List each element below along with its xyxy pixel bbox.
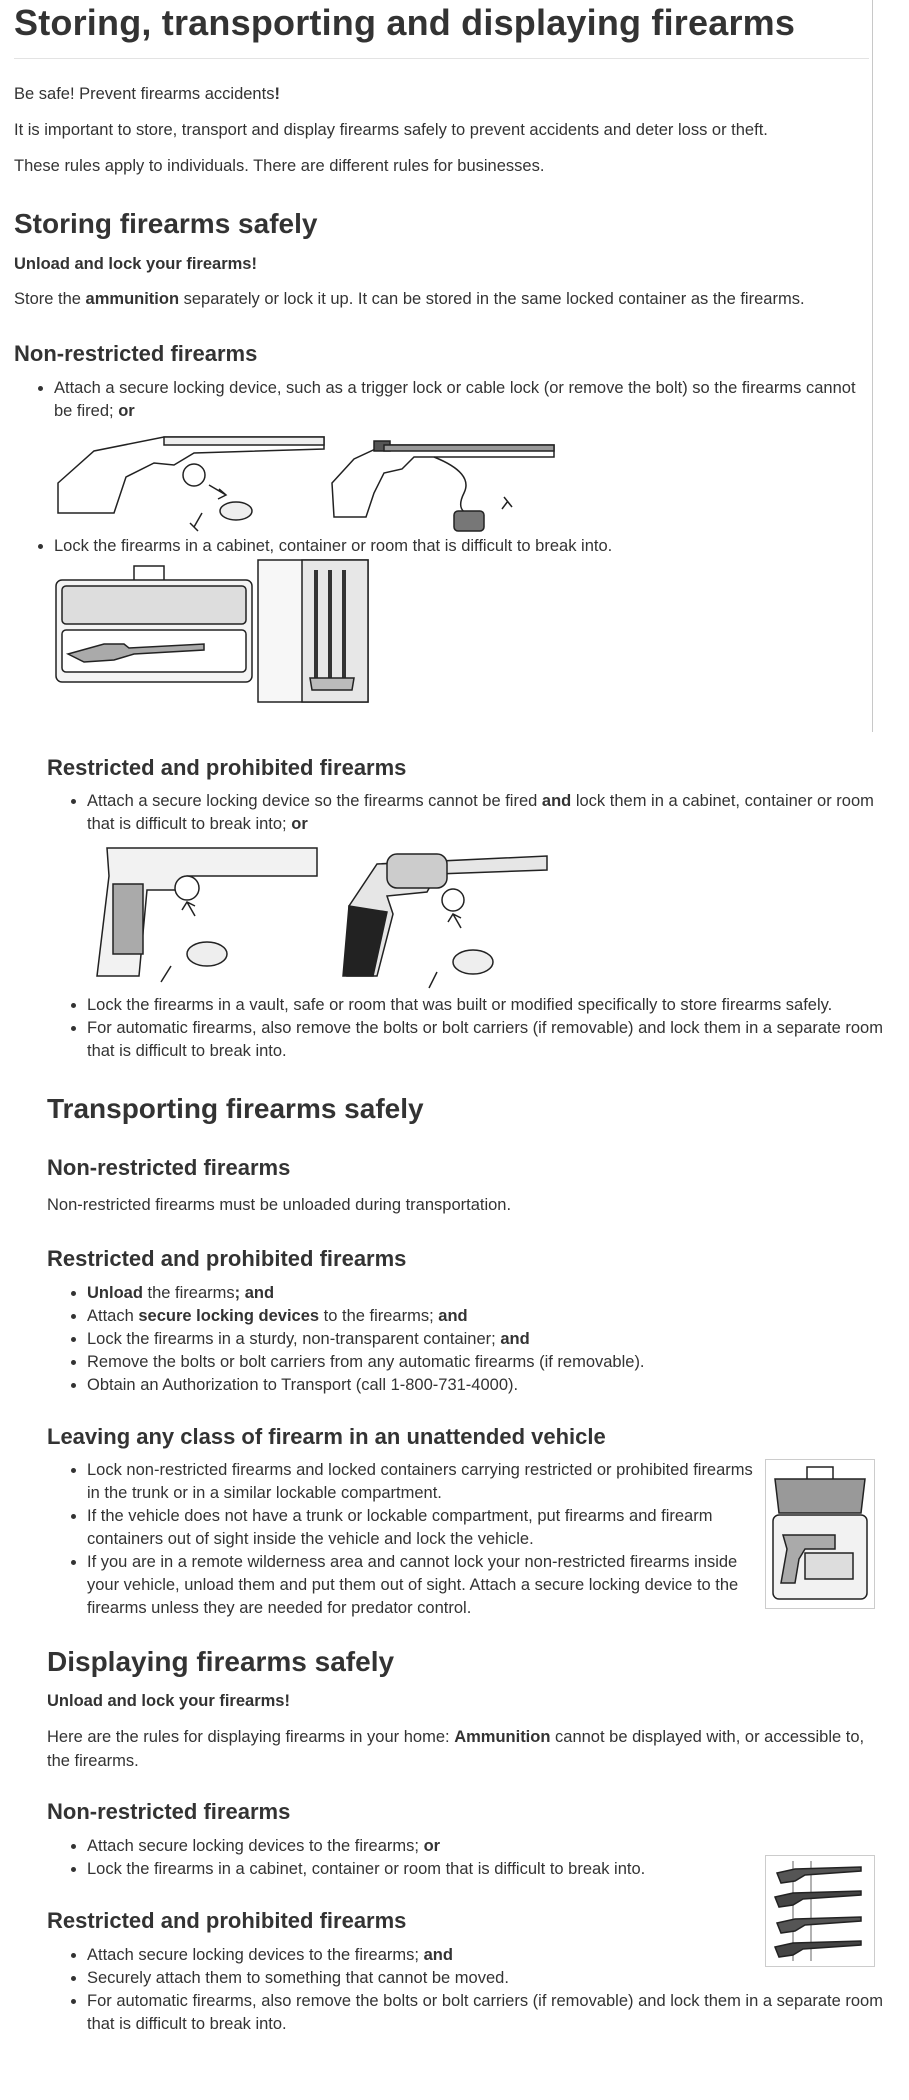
storing-ammo: Store the ammunition separately or lock it up. It can be stored in the same locked container as the firearms.: [14, 290, 805, 308]
storing-nonrestricted-list: [14, 377, 869, 706]
displaying-rules: Here are the rules for displaying firearms in your home: Ammunition cannot be displayed with, or accessible to, the firearms.: [47, 1728, 865, 1770]
intro-importance: It is important to store, transport and display firearms safely to prevent accidents and deter loss or theft.: [14, 121, 768, 139]
displaying-nonrestricted-heading: Non-restricted firearms: [47, 1799, 291, 1824]
list-item: • Remove the bolts or bolt carriers from any automatic firearms (if removable).: [87, 1351, 897, 1374]
list-item: • If the vehicle does not have a trunk or lockable compartment, put firearms and firearm containers out of sight inside the vehicle and lock the vehicle.: [87, 1505, 757, 1551]
list-item: • Lock the firearms in a cabinet, container or room that is difficult to break into.: [87, 1858, 897, 1881]
locked-case-illustration: [765, 1459, 875, 1609]
intro-rules: These rules apply to individuals. There are different rules for businesses.: [14, 157, 545, 175]
displaying-heading: Displaying firearms safely: [47, 1646, 395, 1677]
storing-subhead: Unload and lock your firearms!: [14, 255, 257, 273]
displaying-subhead: Unload and lock your firearms!: [47, 1692, 290, 1710]
storing-heading: Storing firearms safely: [14, 208, 318, 239]
page-title: Storing, transporting and displaying firearms: [14, 0, 869, 59]
rifle-locks-illustration: [54, 423, 574, 535]
transporting-heading: Transporting firearms safely: [47, 1093, 424, 1124]
content-divider: [872, 0, 873, 732]
main-section: [47, 755, 897, 2036]
transporting-nonrestricted-text: Non-restricted firearms must be unloaded during transportation.: [47, 1196, 512, 1214]
transporting-restricted-list: [47, 1282, 897, 1397]
storing-section: [14, 0, 869, 706]
handgun-locks-illustration: [87, 836, 607, 994]
list-item: • Attach a secure locking device so the firearms cannot be fired and lock them in a cabinet, container or room that is difficult to break into; or: [87, 790, 897, 994]
list-item: • Lock the firearms in a cabinet, container or room that is difficult to break into.: [54, 535, 869, 706]
list-item: • Attach secure locking devices to the firearms; and: [87, 1305, 897, 1328]
list-item: • For automatic firearms, also remove the bolts or bolt carriers (if removable) and lock them in a separate room that is difficult to break into.: [87, 1990, 897, 2036]
list-item: • Attach secure locking devices to the firearms; and: [87, 1944, 897, 1967]
list-item: • Attach a secure locking device, such as a trigger lock or cable lock (or remove the bolt) so the firearms cannot be fired; or: [54, 377, 869, 535]
vehicle-list: [47, 1459, 757, 1620]
transporting-restricted-heading: Restricted and prohibited firearms: [47, 1246, 407, 1271]
displaying-block: [47, 1799, 897, 2036]
intro-safety: Be safe! Prevent firearms accidents!: [14, 85, 280, 103]
storing-restricted-list: [47, 790, 897, 1063]
cabinet-case-illustration: [54, 558, 434, 706]
list-item: • For automatic firearms, also remove the bolts or bolt carriers (if removable) and lock them in a separate room that is difficult to break into.: [87, 1017, 897, 1063]
transporting-nonrestricted-heading: Non-restricted firearms: [47, 1155, 291, 1180]
vehicle-block: [47, 1459, 897, 1620]
list-item: • Securely attach them to something that cannot be moved.: [87, 1967, 897, 1990]
storing-nonrestricted-heading: Non-restricted firearms: [14, 341, 258, 366]
list-item: • Unload the firearms; and: [87, 1282, 897, 1305]
list-item: • Attach secure locking devices to the firearms; or: [87, 1835, 897, 1858]
vehicle-heading: Leaving any class of firearm in an unattended vehicle: [47, 1424, 606, 1449]
displaying-restricted-heading: Restricted and prohibited firearms: [47, 1908, 407, 1933]
list-item: • Lock the firearms in a vault, safe or room that was built or modified specifically to store firearms safely.: [87, 994, 897, 1017]
list-item: • Lock non-restricted firearms and locked containers carrying restricted or prohibited firearms in the trunk or in a similar lockable compartment.: [87, 1459, 757, 1505]
list-item: • Lock the firearms in a sturdy, non-transparent container; and: [87, 1328, 897, 1351]
storing-restricted-heading: Restricted and prohibited firearms: [47, 755, 407, 780]
list-item: • Obtain an Authorization to Transport (call 1-800-731-4000).: [87, 1374, 897, 1397]
gun-rack-illustration: [765, 1855, 875, 1967]
list-item: • If you are in a remote wilderness area and cannot lock your non-restricted firearms inside your vehicle, unload them and put them out of sight. Attach a secure locking device to the firearms unless they are needed for predator control.: [87, 1551, 757, 1620]
